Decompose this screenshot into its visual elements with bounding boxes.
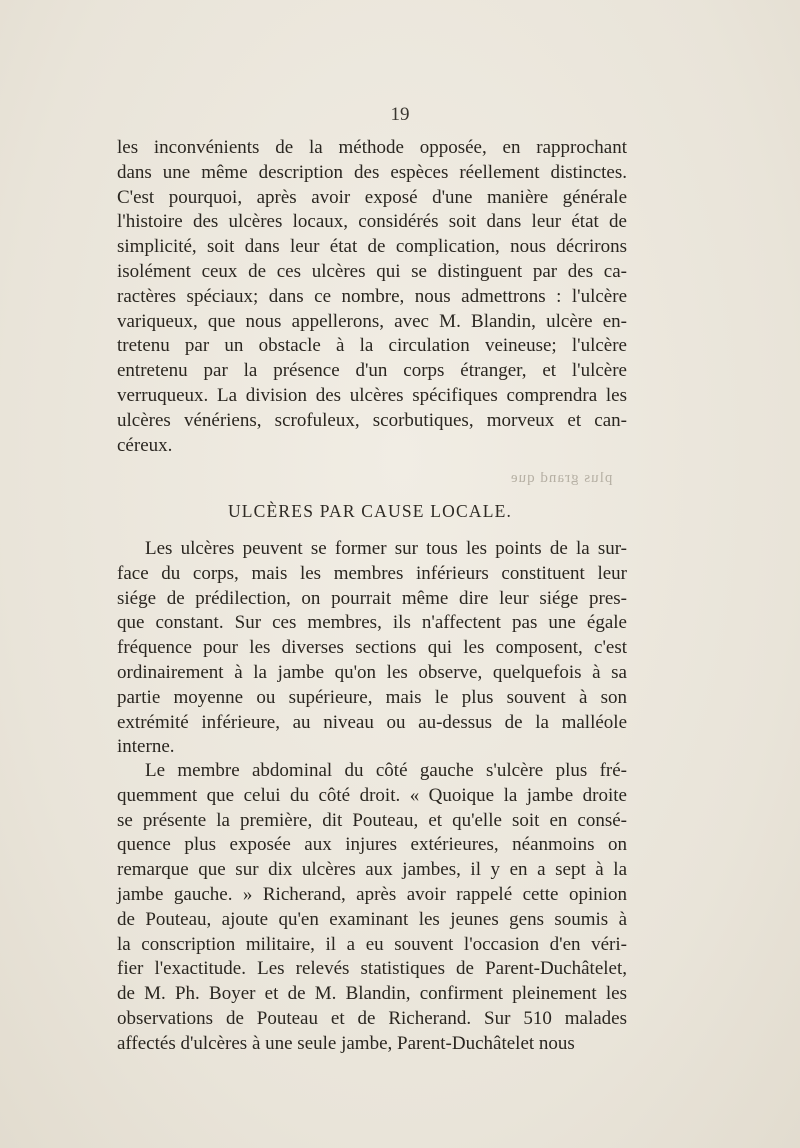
text-line: face du corps, mais les membres inférieurs constituent leur [117, 562, 627, 584]
text-line: quemment que celui du côté droit. « Quoique la jambe droite [117, 784, 627, 806]
text-line: dans une même description des espèces réellement distinctes. [117, 161, 627, 183]
text-line: se présente la première, dit Pouteau, et qu'elle soit en consé- [117, 809, 627, 831]
text-line: la conscription militaire, il a eu souvent l'occasion d'en véri- [117, 933, 627, 955]
text-line: remarque que sur dix ulcères aux jambes, il y en a sept à la [117, 859, 627, 881]
text-line: que constant. Sur ces membres, ils n'affectent pas une égale [117, 612, 627, 634]
text-line: fier l'exactitude. Les relevés statistiques de Parent-Duchâtelet, [117, 958, 627, 980]
text-line: l'histoire des ulcères locaux, considérés soit dans leur état de [117, 211, 627, 233]
text-line: quence plus exposée aux injures extérieures, néanmoins on [117, 834, 627, 856]
paragraph-intro [117, 136, 627, 458]
page-number: 19 [390, 104, 410, 125]
paragraph-left-limb [117, 759, 627, 1057]
text-line: les inconvénients de la méthode opposée, en rapprochant [117, 137, 627, 158]
text-line: fréquence pour les diverses sections qui les composent, c'est [117, 637, 627, 659]
text-line: interne. [117, 736, 175, 758]
text-line: verruqueux. La division des ulcères spécifiques comprendra les [117, 384, 627, 406]
section-heading: ULCÈRES PAR CAUSE LOCALE. [227, 501, 513, 521]
text-line: observations de Pouteau et de Richerand. Sur 510 malades [117, 1007, 627, 1029]
paragraph-ulcer-location [117, 537, 627, 760]
text-line: isolément ceux de ces ulcères qui se distinguent par des ca- [117, 260, 627, 282]
text-line: ractères spéciaux; dans ce nombre, nous admettrons : l'ulcère [117, 285, 627, 307]
text-line: C'est pourquoi, après avoir exposé d'une manière générale [117, 186, 627, 208]
text-line: variqueux, que nous appellerons, avec M. Blandin, ulcère en- [117, 310, 627, 332]
text-line: extrémité inférieure, au niveau ou au-dessus de la malléole [117, 711, 627, 733]
text-line: Les ulcères peuvent se former sur tous les points de la sur- [145, 538, 627, 559]
text-line: ordinairement à la jambe qu'on les observe, quelquefois à sa [117, 661, 627, 683]
text-line: Le membre abdominal du côté gauche s'ulcère plus fré- [145, 760, 627, 781]
text-line: partie moyenne ou supérieure, mais le plus souvent à son [117, 686, 627, 708]
text-line: siége de prédilection, on pourrait même dire leur siége pres- [117, 587, 627, 609]
text-line: de Pouteau, ajoute qu'en examinant les jeunes gens soumis à [117, 908, 627, 930]
bleed-through-text: plus grand que [510, 470, 613, 486]
text-line: tretenu par un obstacle à la circulation veineuse; l'ulcère [117, 335, 627, 357]
text-line: jambe gauche. » Richerand, après avoir rappelé cette opinion [117, 883, 627, 905]
text-line: simplicité, soit dans leur état de complication, nous décrirons [117, 236, 627, 258]
text-line: ulcères vénériens, scrofuleux, scorbutiques, morveux et can- [117, 409, 627, 431]
text-line: de M. Ph. Boyer et de M. Blandin, confirment pleinement les [117, 983, 627, 1005]
text-line: affectés d'ulcères à une seule jambe, Parent-Duchâtelet nous [117, 1032, 575, 1054]
text-line: entretenu par la présence d'un corps étranger, et l'ulcère [117, 360, 627, 382]
text-line: céreux. [117, 434, 173, 456]
